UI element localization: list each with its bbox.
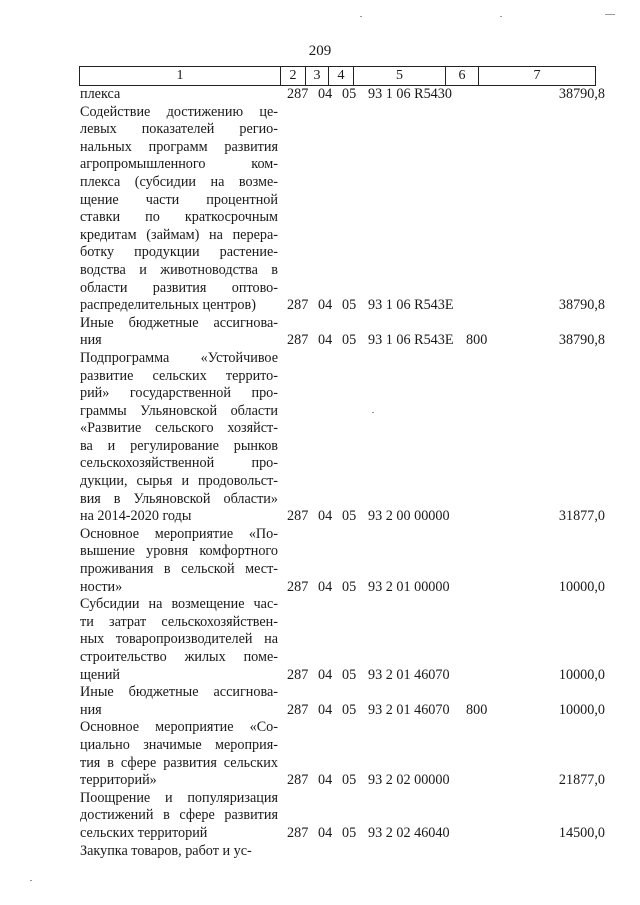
table-row	[0, 596, 640, 684]
row-codes	[0, 297, 640, 315]
amount: 10000,0	[558, 666, 605, 683]
description-line: развитие сельских террито-	[80, 367, 278, 384]
description-line: на 2014-2020 годы	[80, 508, 192, 525]
description-line: вышение уровня комфортного	[80, 543, 278, 560]
description-line: вия в Ульяновской области»	[80, 490, 278, 507]
section-code: 04	[318, 578, 333, 595]
description-line: проживания в сельской мест-	[80, 561, 278, 578]
description-line: ния	[80, 701, 102, 718]
page-number: 209	[308, 43, 332, 59]
amount: 38790,8	[558, 297, 605, 314]
description-line: циально значимые мероприя-	[80, 736, 278, 753]
row-codes	[0, 86, 640, 104]
expense-type-code: 800	[466, 332, 488, 349]
amount: 10000,0	[558, 701, 605, 718]
description-line: Поощрение и популяризация	[80, 789, 278, 806]
description-line: нальных программ развития	[80, 138, 278, 155]
section-code: 04	[318, 772, 333, 789]
subsection-code: 05	[342, 508, 357, 525]
section-code: 04	[318, 701, 333, 718]
section-code: 04	[318, 297, 333, 314]
description-line: дукции, сырья и продовольст-	[80, 473, 278, 490]
description-line: тия в сфере развития сельских	[80, 754, 278, 771]
ministry-code: 287	[287, 701, 309, 718]
target-article-code: 93 2 00 00000	[368, 508, 450, 525]
header-col-7: 7	[479, 67, 596, 86]
target-article-code: 93 2 02 46040	[368, 824, 450, 841]
description-line: Подпрограмма «Устойчивое	[80, 349, 278, 366]
amount: 21877,0	[558, 772, 605, 789]
row-codes	[0, 508, 640, 526]
section-code: 04	[318, 824, 333, 841]
ministry-code: 287	[287, 824, 309, 841]
row-codes	[0, 843, 640, 861]
table-row	[0, 719, 640, 789]
description-line: ва и регулирование рынков	[80, 437, 278, 454]
header-col-3: 3	[306, 67, 329, 86]
amount: 10000,0	[558, 578, 605, 595]
description-line: ставки по краткосрочным	[80, 209, 278, 226]
description-line: левых показателей регио-	[80, 121, 278, 138]
scan-speck	[372, 412, 374, 413]
target-article-code: 93 1 06 R5430	[368, 86, 452, 102]
amount: 38790,8	[558, 86, 605, 102]
scan-speck	[30, 880, 32, 881]
description-line: Закупка товаров, работ и ус-	[80, 842, 252, 859]
description-line: Содействие достижению це-	[80, 103, 278, 120]
description-line: ных товаропроизводителей на	[80, 631, 278, 648]
table-row	[0, 790, 640, 843]
description-line: распределительных центров)	[80, 297, 256, 314]
target-article-code: 93 2 01 00000	[368, 578, 450, 595]
table-row	[0, 104, 640, 315]
description-line: Иные бюджетные ассигнова-	[80, 314, 278, 331]
subsection-code: 05	[342, 332, 357, 349]
ministry-code: 287	[287, 772, 309, 789]
description-line: строительство жилых поме-	[80, 649, 278, 665]
subsection-code: 05	[342, 824, 357, 841]
description-line: Основное мероприятие «По-	[80, 525, 278, 542]
table-row	[0, 86, 640, 104]
description-line: плекса (субсидии на возме-	[80, 173, 278, 190]
row-codes	[0, 702, 640, 720]
header-col-2: 2	[281, 67, 306, 86]
description-line: щений	[80, 666, 120, 683]
description-line: области развития оптово-	[80, 279, 278, 296]
target-article-code: 93 2 01 46070	[368, 666, 450, 683]
section-code: 04	[318, 86, 333, 102]
description-line: ния	[80, 332, 102, 349]
target-article-code: 93 2 02 00000	[368, 772, 450, 789]
amount: 14500,0	[558, 824, 605, 841]
row-codes	[0, 579, 640, 597]
subsection-code: 05	[342, 701, 357, 718]
subsection-code: 05	[342, 666, 357, 683]
description-line: сельских территорий	[80, 824, 208, 841]
description-line: достижений в сфере развития	[80, 807, 278, 824]
description-line: Иные бюджетные ассигнова-	[80, 684, 278, 701]
ministry-code: 287	[287, 332, 309, 349]
row-codes	[0, 825, 640, 843]
row-codes	[0, 667, 640, 685]
scan-speck	[360, 16, 362, 17]
description-line: территорий»	[80, 772, 157, 789]
description-line: ности»	[80, 578, 123, 595]
section-code: 04	[318, 332, 333, 349]
budget-table-body	[0, 86, 640, 860]
row-codes	[0, 772, 640, 790]
table-row	[0, 684, 640, 719]
row-description	[80, 350, 278, 526]
description-line: граммы Ульяновской области	[80, 402, 278, 419]
description-line: Основное мероприятие «Со-	[80, 719, 278, 736]
scan-speck	[605, 14, 615, 15]
ministry-code: 287	[287, 86, 309, 102]
row-codes	[0, 332, 640, 350]
description-line: ботку продукции растение-	[80, 244, 278, 261]
subsection-code: 05	[342, 297, 357, 314]
table-row	[0, 526, 640, 596]
header-col-1: 1	[80, 67, 281, 86]
table-row	[0, 315, 640, 350]
ministry-code: 287	[287, 508, 309, 525]
section-code: 04	[318, 666, 333, 683]
description-line: плекса	[80, 86, 121, 102]
ministry-code: 287	[287, 578, 309, 595]
header-col-4: 4	[329, 67, 354, 86]
target-article-code: 93 1 06 R543E	[368, 297, 454, 314]
description-line: агропромышленного ком-	[80, 156, 278, 173]
subsection-code: 05	[342, 772, 357, 789]
description-line: сельскохозяйственной про-	[80, 455, 278, 472]
header-col-6: 6	[446, 67, 479, 86]
ministry-code: 287	[287, 297, 309, 314]
description-line: Субсидии на возмещение час-	[80, 596, 278, 613]
target-article-code: 93 1 06 R543E	[368, 332, 454, 349]
ministry-code: 287	[287, 666, 309, 683]
target-article-code: 93 2 01 46070	[368, 701, 450, 718]
expense-type-code: 800	[466, 701, 488, 718]
section-code: 04	[318, 508, 333, 525]
row-description	[80, 104, 278, 315]
amount: 38790,8	[558, 332, 605, 349]
description-line: ти затрат сельскохозяйствен-	[80, 613, 278, 630]
subsection-code: 05	[342, 86, 357, 102]
scan-speck	[500, 16, 502, 17]
header-col-5: 5	[354, 67, 446, 86]
amount: 31877,0	[558, 508, 605, 525]
description-line: водства и животноводства в	[80, 261, 278, 278]
column-header-table	[79, 66, 596, 86]
table-row	[0, 843, 640, 861]
description-line: кредитам (займам) на перера-	[80, 226, 278, 243]
subsection-code: 05	[342, 578, 357, 595]
description-line: рий» государственной про-	[80, 385, 278, 402]
table-row	[0, 350, 640, 526]
description-line: щение части процентной	[80, 191, 278, 208]
description-line: «Развитие сельского хозяйст-	[80, 420, 278, 437]
